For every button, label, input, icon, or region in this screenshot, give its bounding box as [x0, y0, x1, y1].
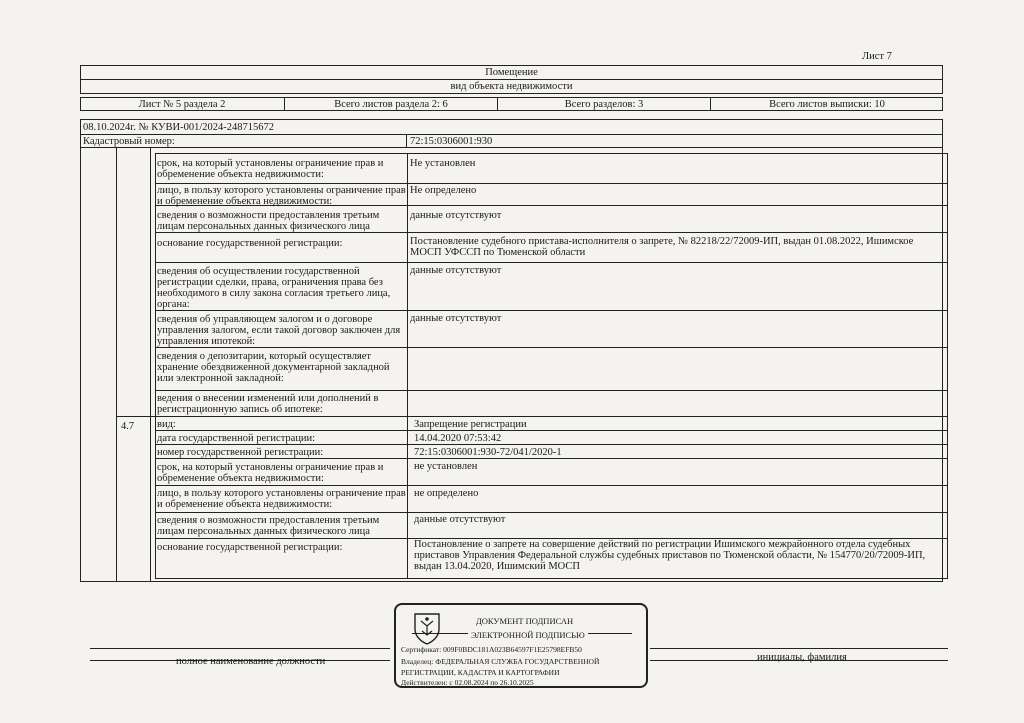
- entry-label: вид:: [157, 419, 176, 430]
- total-extract-sheets: Всего листов выписки: 10: [769, 99, 885, 110]
- e-signature-stamp: [394, 603, 648, 688]
- cadastral-number: 72:15:0306001:930: [410, 136, 493, 147]
- stamp-owner-2: РЕГИСТРАЦИИ, КАДАСТРА И КАРТОГРАФИИ: [401, 668, 560, 677]
- entry-label: основание государственной регистрации:: [157, 542, 343, 553]
- entry-value: Постановление о запрете на совершение действий по регистрации Ишимского межрайонного отдела судебных приставов Управления Федеральной службы судебных приставов по Тюменской области, № 154770/20/72009-ИП, выдан 13.04.2020, Ишимский МОСП: [414, 539, 926, 572]
- stamp-owner-1: Владелец: ФЕДЕРАЛЬНАЯ СЛУЖБА ГОСУДАРСТВЕННОЙ: [401, 657, 600, 666]
- row-value: данные отсутствуют: [410, 210, 502, 221]
- entry-label: дата государственной регистрации:: [157, 433, 316, 444]
- stamp-certificate: Сертификат: 009F0BDC181A023B64597F1E25798EFB50: [401, 645, 582, 654]
- row-value: данные отсутствуют: [410, 313, 502, 324]
- entry-value: Запрещение регистрации: [414, 419, 527, 430]
- object-subtitle: вид объекта недвижимости: [450, 81, 573, 92]
- entry-label: номер государственной регистрации:: [157, 447, 324, 458]
- row-label: ведения о внесении изменений или дополнений в регистрационную запись об ипотеке:: [157, 393, 379, 415]
- row-label: сведения о депозитарии, который осуществляет хранение обездвиженной документарной закладной или электронной закладной:: [157, 351, 390, 384]
- entry-label: сведения о возможности предоставления третьим лицам персональных данных физического лица: [157, 515, 380, 537]
- row-value: Не установлен: [410, 158, 476, 169]
- entry-value: не определено: [414, 488, 479, 499]
- stamp-title-2: ЭЛЕКТРОННОЙ ПОДПИСЬЮ: [468, 631, 588, 640]
- stamp-valid: Действителен: с 02.08.2024 по 26.10.2025: [401, 678, 534, 687]
- entry-value: 72:15:0306001:930-72/041/2020-1: [414, 447, 562, 458]
- eagle-emblem-icon: [412, 611, 442, 645]
- sheet-label: Лист 7: [862, 51, 892, 62]
- row-label: лицо, в пользу которого установлены ограничение прав и обременение объекта недвижимости:: [157, 185, 406, 207]
- entry-value: не установлен: [414, 461, 478, 472]
- row-value: Не определено: [410, 185, 477, 196]
- signature-label: инициалы, фамилия: [757, 652, 847, 663]
- sheet-section: Лист № 5 раздела 2: [138, 99, 226, 110]
- doc-ref: 08.10.2024г. № КУВИ-001/2024-248715672: [83, 122, 274, 133]
- row-value: Постановление судебного пристава-исполнителя о запрете, № 82218/22/72009-ИП, выдан 01.08.2022, Ишимское МОСП УФССП по Тюменской области: [410, 236, 914, 258]
- object-title: Помещение: [485, 67, 538, 78]
- row-label: сведения об осуществлении государственной регистрации сделки, права, ограничения права без необходимого в силу закона согласия третьего лица, органа:: [157, 266, 391, 310]
- position-label: полное наименование должности: [176, 656, 326, 667]
- entry-label: лицо, в пользу которого установлены ограничение прав и обременение объекта недвижимости:: [157, 488, 406, 510]
- stamp-title-1: ДОКУМЕНТ ПОДПИСАН: [476, 616, 574, 626]
- row-label: основание государственной регистрации:: [157, 238, 343, 249]
- total-section-sheets: Всего листов раздела 2: 6: [334, 99, 448, 110]
- row-label: срок, на который установлены ограничение прав и обременение объекта недвижимости:: [157, 158, 384, 180]
- row-label: сведения об управляющем залогом и о договоре управления залогом, если такой договор заключен для управления ипотекой:: [157, 314, 401, 347]
- row-value: данные отсутствуют: [410, 265, 502, 276]
- entry-value: данные отсутствуют: [414, 514, 506, 525]
- cadastral-label: Кадастровый номер:: [83, 136, 175, 147]
- entry-value: 14.04.2020 07:53:42: [414, 433, 502, 444]
- total-sections: Всего разделов: 3: [564, 99, 644, 110]
- entry-number: 4.7: [121, 421, 135, 432]
- entry-label: срок, на который установлены ограничение прав и обременение объекта недвижимости:: [157, 462, 384, 484]
- row-label: сведения о возможности предоставления третьим лицам персональных данных физического лица: [157, 210, 380, 232]
